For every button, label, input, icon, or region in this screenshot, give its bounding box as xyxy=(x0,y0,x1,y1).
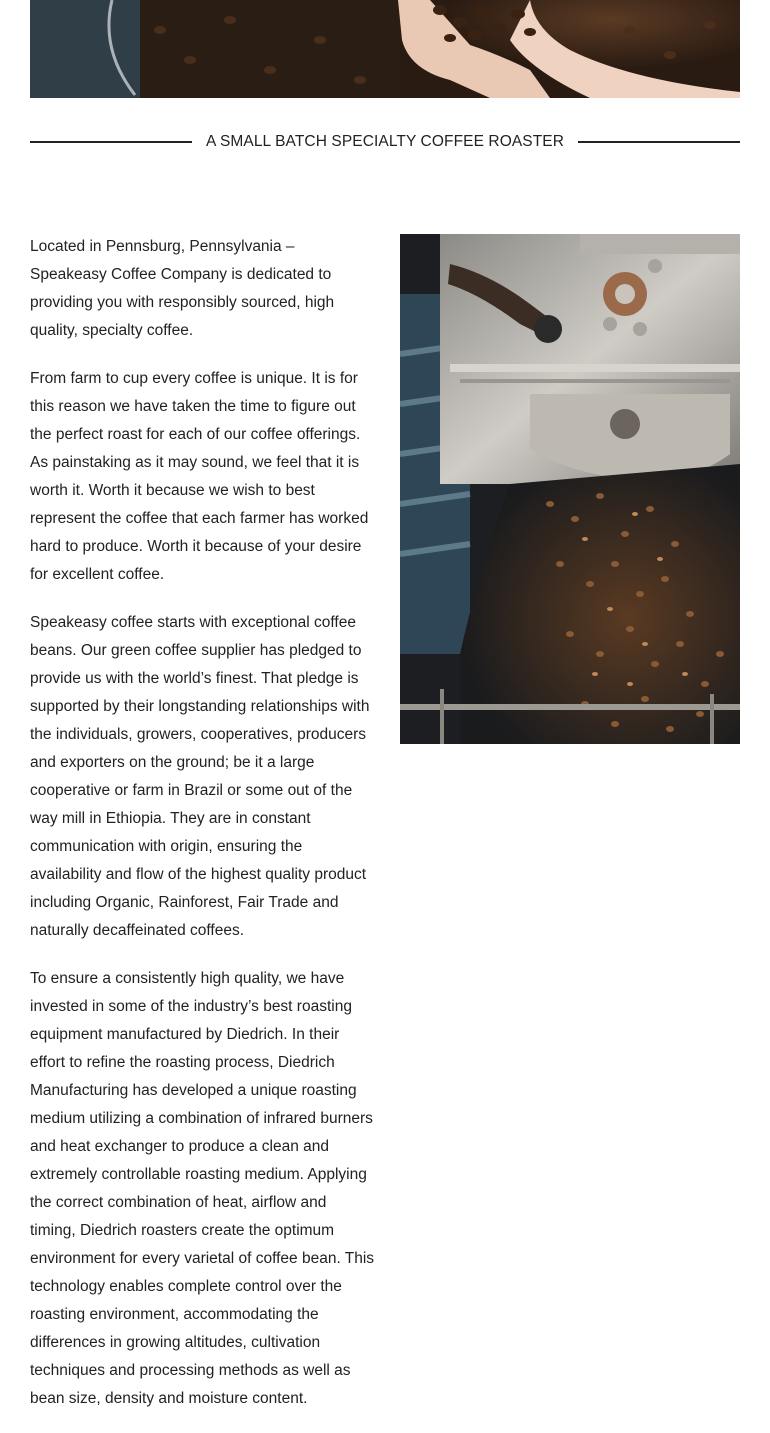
paragraph-location: Located in Pennsburg, Pennsylvania – Speakeasy Coffee Company is dedicated to providing you with responsibly sourced, high quality, specialty coffee. xyxy=(30,238,335,339)
about-content xyxy=(30,233,375,1433)
roaster-image xyxy=(400,234,740,744)
tagline: A SMALL BATCH SPECIALTY COFFEE ROASTER xyxy=(205,133,565,150)
divider-line-left xyxy=(30,141,192,143)
coffee-beans-in-hands-photo xyxy=(30,0,740,98)
paragraph-roasting-equipment: To ensure a consistently high quality, we have invested in some of the industry’s best roasting equipment manufactured by Diedrich. In their effort to refine the roasting process, Diedrich Manufacturing has developed a unique roasting medium utilizing a combination of infrared burners and heat exchanger to produce a clean and extremely controllable roasting medium. Applying the correct combination of heat, airflow and timing, Diedrich roasters create the optimum environment for every varietal of coffee bean. This technology enables complete control over the roasting environment, accommodating the differences in growing altitudes, cultivation techniques and processing methods as well as bean size, density and moisture content. xyxy=(30,970,375,1407)
tagline-divider xyxy=(30,128,740,156)
paragraph-sourcing: Speakeasy coffee starts with exceptional coffee beans. Our green coffee supplier has pledged to provide us with the world’s finest. That pledge is supported by their longstanding relationships with the individuals, growers, cooperatives, producers and exporters on the ground; be it a large cooperative or farm in Brazil or some out of the way mill in Ethiopia. They are in constant communication with origin, ensuring the availability and flow of the highest quality product including Organic, Rainforest, Fair Trade and naturally decaffeinated coffees. xyxy=(30,614,370,939)
divider-line-right xyxy=(578,141,740,143)
paragraph-farm-to-cup: From farm to cup every coffee is unique. It is for this reason we have taken the time to figure out the perfect roast for each of our coffee offerings. As painstaking as it may sound, we feel that it is worth it. Worth it because we wish to best represent the coffee that each farmer has worked hard to produce. Worth it because of your desire for excellent coffee. xyxy=(30,370,369,583)
hero-image xyxy=(30,0,740,98)
coffee-roaster-photo xyxy=(400,234,740,744)
